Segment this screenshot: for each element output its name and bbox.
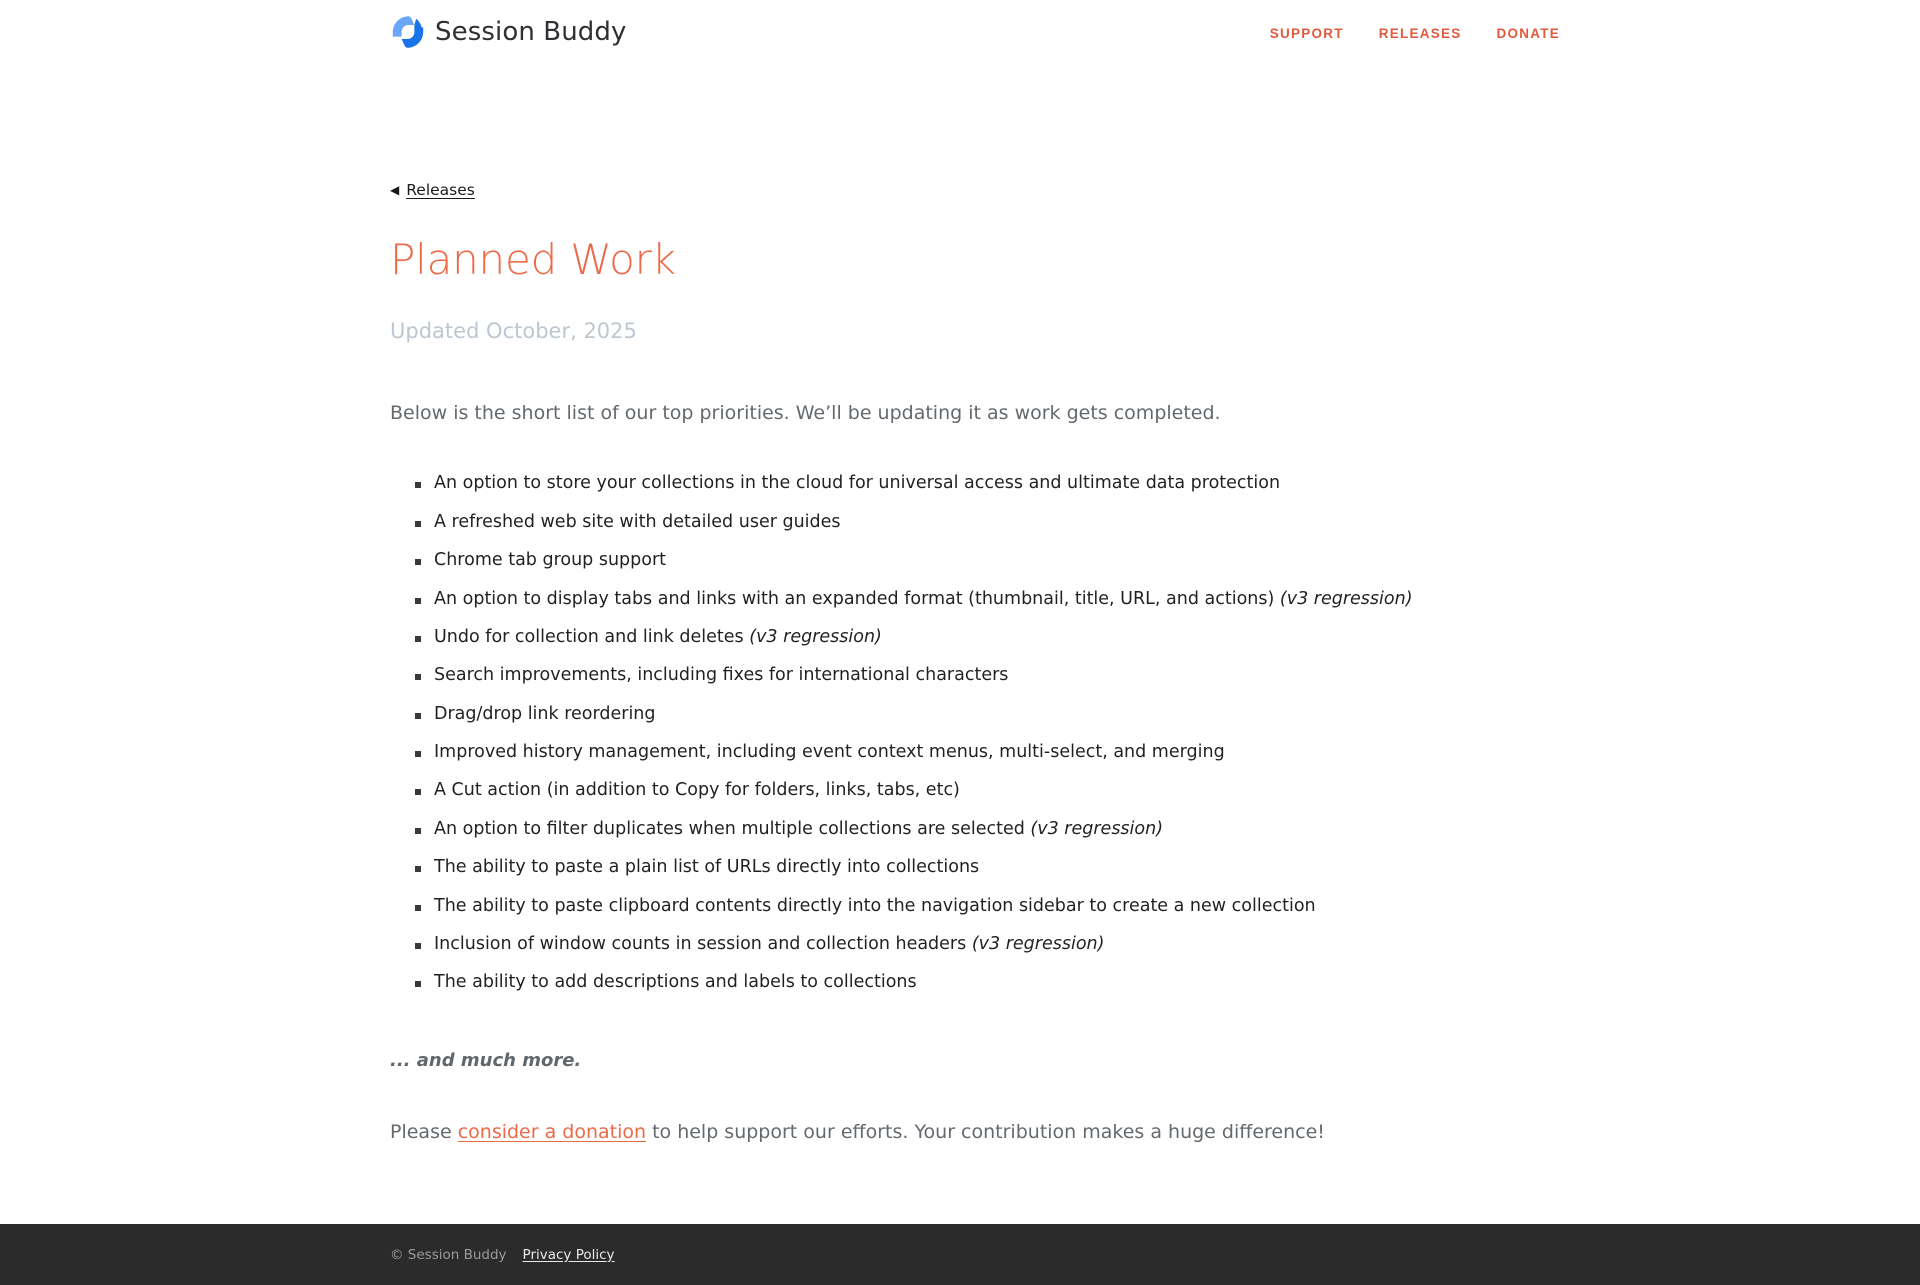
task-text: Improved history management, including event context menus, multi-select, and merging: [434, 742, 1225, 763]
intro-paragraph: Below is the short list of our top priorities. We’ll be updating it as work gets completed.: [390, 401, 1221, 424]
task-text: An option to display tabs and links with an expanded format (thumbnail, title, URL, and actions): [434, 588, 1275, 609]
footer-privacy-policy-link[interactable]: Privacy Policy: [522, 1246, 615, 1263]
list-item: [390, 550, 1470, 572]
and-much-more-text: ... and much more.: [390, 1050, 582, 1072]
task-note: (v3 regression): [1274, 588, 1413, 609]
breadcrumb-link-releases[interactable]: Releases: [406, 181, 475, 199]
list-item: [390, 972, 1470, 994]
main-content: [390, 183, 1470, 1147]
session-buddy-s-logo-icon: [390, 14, 426, 50]
site-header: [0, 0, 1920, 74]
task-text: An option to store your collections in the cloud for universal access and ultimate data protection: [434, 473, 1281, 494]
nav-link-support[interactable]: SUPPORT: [1269, 26, 1344, 41]
task-text: Drag/drop link reordering: [434, 703, 656, 724]
list-item: [390, 780, 1470, 802]
task-text: The ability to add descriptions and labels to collections: [434, 972, 917, 993]
donation-text-after: to help support our efforts. Your contribution makes a huge difference!: [646, 1121, 1325, 1144]
donation-paragraph: [390, 1119, 1470, 1147]
task-text: The ability to paste clipboard contents directly into the navigation sidebar to create a new collection: [434, 895, 1316, 916]
task-text: A refreshed web site with detailed user guides: [434, 511, 841, 532]
content-wrapper: [0, 74, 1920, 1224]
list-item: [390, 742, 1470, 764]
breadcrumb: [390, 183, 1470, 199]
nav-link-releases[interactable]: RELEASES: [1378, 26, 1462, 41]
page-updated-date: Updated October, 2025: [390, 318, 637, 343]
donation-text-before: Please: [390, 1121, 458, 1144]
list-item: [390, 934, 1470, 956]
task-note: (v3 regression): [743, 626, 882, 647]
task-text: Search improvements, including fixes for international characters: [434, 665, 1009, 686]
brand-name: Session Buddy: [435, 17, 627, 47]
task-text: An option to filter duplicates when multiple collections are selected: [434, 818, 1025, 839]
list-item: [390, 589, 1470, 611]
list-item: [390, 665, 1470, 687]
task-text: Undo for collection and link deletes: [434, 626, 744, 647]
left-triangle-icon: ◀: [390, 182, 400, 197]
footer-inner: [390, 1247, 615, 1263]
task-text: Chrome tab group support: [434, 550, 667, 571]
list-item: [390, 896, 1470, 918]
brand-logo-link[interactable]: [390, 14, 626, 50]
list-item: [390, 512, 1470, 534]
task-note: (v3 regression): [966, 933, 1105, 954]
task-text: The ability to paste a plain list of URLs directly into collections: [434, 857, 980, 878]
main-nav: [1270, 26, 1560, 41]
list-item: [390, 627, 1470, 649]
task-text: A Cut action (in addition to Copy for folders, links, tabs, etc): [434, 780, 960, 801]
list-item: [390, 857, 1470, 879]
page-title: Planned Work: [390, 234, 676, 284]
task-note: (v3 regression): [1024, 818, 1164, 839]
footer-copyright: © Session Buddy: [390, 1246, 507, 1263]
nav-link-donate[interactable]: DONATE: [1496, 26, 1560, 41]
list-item: [390, 819, 1470, 841]
list-item: [390, 473, 1470, 495]
site-footer: [0, 1224, 1920, 1285]
list-item: [390, 704, 1470, 726]
planned-work-list: [390, 473, 1470, 994]
donation-link[interactable]: consider a donation: [457, 1121, 647, 1144]
task-text: Inclusion of window counts in session and collection headers: [434, 933, 967, 954]
